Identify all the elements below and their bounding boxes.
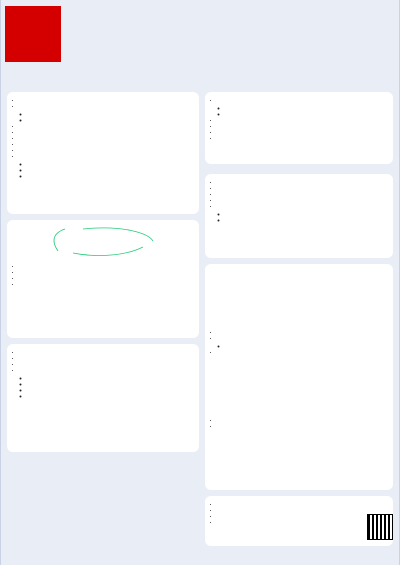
nutshell-list — [13, 97, 193, 179]
list-item — [21, 367, 193, 373]
list-item — [29, 393, 193, 399]
list-item — [219, 135, 387, 141]
list-item — [21, 281, 193, 287]
process-box — [7, 220, 199, 338]
charts-top — [211, 267, 387, 325]
scheme-list — [13, 349, 193, 399]
stats-box — [205, 174, 393, 258]
qr-code — [367, 514, 393, 540]
tools-list — [211, 501, 369, 525]
qa-box — [205, 92, 393, 164]
cycle-arrow-1 — [83, 228, 153, 241]
parser-list — [211, 329, 387, 355]
list-item — [227, 217, 387, 223]
qa-list — [211, 97, 387, 141]
charts-bottom — [211, 355, 387, 413]
parser-box — [205, 264, 393, 490]
list-item — [29, 173, 193, 179]
list-item — [21, 153, 193, 159]
parser-list-2 — [211, 417, 387, 429]
list-item — [219, 519, 369, 525]
list-item — [219, 203, 387, 209]
process-cycle — [13, 223, 193, 261]
nutshell-box — [7, 92, 199, 214]
cycle-arrows — [13, 223, 193, 261]
list-item — [219, 97, 387, 103]
scheme-box — [7, 344, 199, 452]
list-item — [219, 423, 387, 429]
dependency-tree — [5, 456, 201, 546]
university-logo — [5, 6, 61, 62]
tools-box — [205, 496, 393, 546]
cycle-arrow-3 — [54, 229, 65, 251]
process-list — [13, 263, 193, 287]
list-item — [21, 103, 193, 109]
header — [1, 0, 399, 70]
list-item — [219, 335, 387, 341]
stats-list — [211, 179, 387, 223]
cycle-arrow-2 — [73, 247, 143, 255]
